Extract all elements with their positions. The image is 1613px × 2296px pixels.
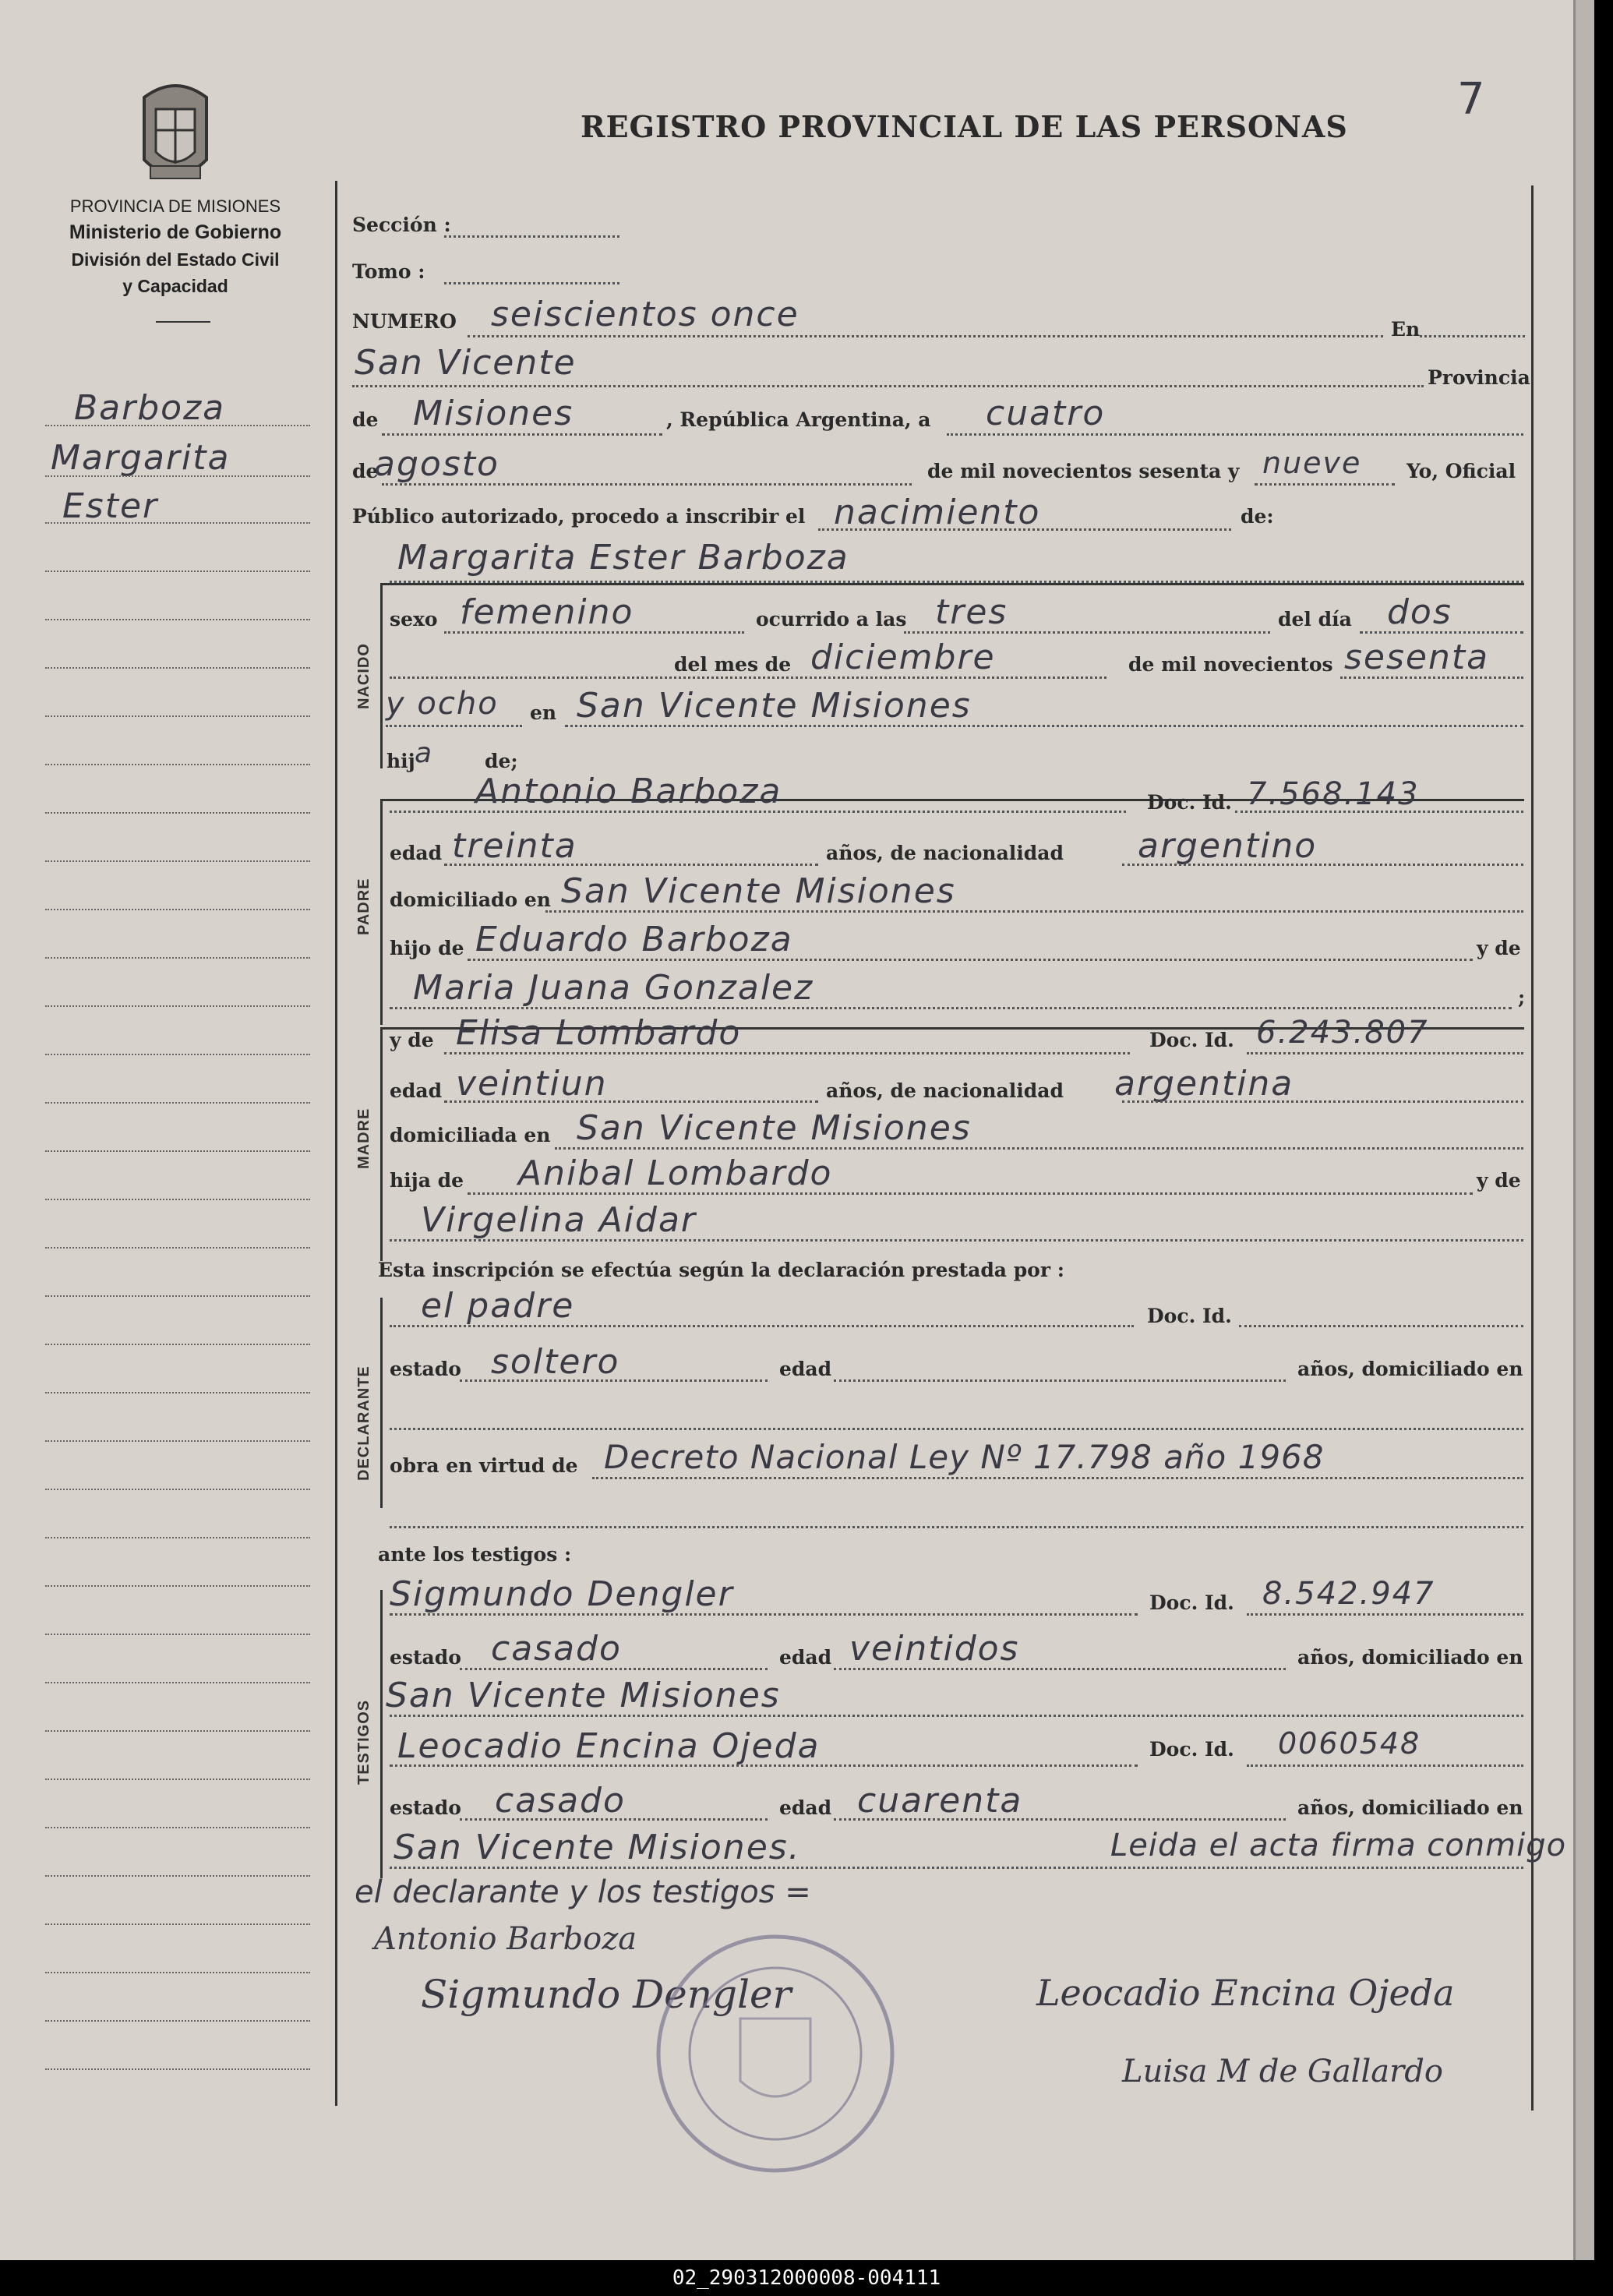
t2-doc-label: Doc. Id. bbox=[1149, 1738, 1234, 1761]
margin-line bbox=[45, 909, 310, 910]
margin-line bbox=[45, 957, 310, 959]
padre-nac-value: argentino bbox=[1138, 826, 1318, 866]
republica-label: , República Argentina, a bbox=[666, 408, 931, 431]
division-label: División del Estado Civil bbox=[71, 249, 280, 270]
mes-value: agosto bbox=[374, 444, 499, 484]
official-stamp bbox=[647, 1925, 904, 2182]
padre-padre-value: Eduardo Barboza bbox=[475, 920, 793, 959]
lugar-value: San Vicente bbox=[355, 343, 577, 383]
anio-nac-line bbox=[1340, 676, 1523, 679]
decl-anios-label: años, domiciliado en bbox=[1297, 1358, 1523, 1380]
madre-bracket bbox=[380, 1027, 383, 1261]
anio-value: nueve bbox=[1262, 446, 1362, 480]
margin-surname: Barboza bbox=[74, 388, 226, 428]
madre-padre-value: Anibal Lombardo bbox=[518, 1153, 833, 1193]
margin-line bbox=[45, 1827, 310, 1828]
margin-line bbox=[45, 1489, 310, 1490]
t1-edad-value: veintidos bbox=[849, 1629, 1020, 1669]
margin-line bbox=[45, 1537, 310, 1538]
hij-label: hij bbox=[386, 750, 415, 772]
dia-nac-line bbox=[1360, 631, 1523, 634]
t2-doc-value: 0060548 bbox=[1278, 1726, 1421, 1761]
margin-line bbox=[45, 667, 310, 669]
margin-divider bbox=[335, 181, 337, 2106]
t1-dom-line bbox=[390, 1715, 1523, 1717]
margin-line bbox=[45, 1923, 310, 1925]
declarante-line bbox=[390, 1325, 1134, 1327]
t1-doc-label: Doc. Id. bbox=[1149, 1591, 1234, 1614]
page-edge bbox=[1573, 0, 1594, 2260]
margin-line bbox=[45, 2020, 310, 2022]
padre-madre-line bbox=[390, 1007, 1512, 1009]
margin-line bbox=[45, 764, 310, 765]
hijo-de-label: hijo de bbox=[390, 937, 464, 959]
y-de-label: y de bbox=[1477, 1169, 1521, 1192]
decl-edad-label: edad bbox=[779, 1358, 832, 1380]
margin-line bbox=[45, 1779, 310, 1780]
madre-dom-line bbox=[555, 1147, 1523, 1150]
tomo-line bbox=[444, 282, 619, 284]
seccion-label: Sección : bbox=[352, 214, 451, 236]
margin-line bbox=[45, 619, 310, 620]
coat-of-arms-logo bbox=[129, 74, 222, 191]
t1-estado-value: casado bbox=[491, 1629, 622, 1669]
margin-line bbox=[45, 715, 310, 717]
madre-edad-line bbox=[444, 1100, 818, 1103]
t2-edad-line bbox=[834, 1818, 1286, 1821]
t1-estado-line bbox=[460, 1668, 768, 1670]
margin-line bbox=[45, 860, 310, 862]
t1-edad-label: edad bbox=[779, 1646, 832, 1669]
padre-bracket bbox=[380, 799, 383, 1025]
obra-label: obra en virtud de bbox=[390, 1454, 578, 1477]
hija-de-label: hija de bbox=[390, 1169, 464, 1192]
y-de-label: y de bbox=[1477, 937, 1521, 959]
section-line bbox=[380, 583, 1524, 585]
padre-padre-line bbox=[468, 959, 1473, 961]
numero-label: NUMERO bbox=[352, 310, 457, 333]
madre-nac-value: argentina bbox=[1114, 1064, 1294, 1104]
hora-line bbox=[904, 631, 1270, 634]
padre-nac-line bbox=[1122, 864, 1523, 866]
numero-line bbox=[468, 335, 1383, 337]
margin-line bbox=[45, 812, 310, 814]
sexo-label: sexo bbox=[390, 608, 438, 631]
margin-line bbox=[45, 1199, 310, 1200]
t1-anios-label: años, domiciliado en bbox=[1297, 1646, 1523, 1669]
decl-edad-line bbox=[834, 1379, 1286, 1382]
madre-nombre-value: Elisa Lombardo bbox=[456, 1013, 742, 1053]
provincia-line bbox=[382, 433, 662, 436]
decl-dom-line bbox=[390, 1428, 1523, 1430]
testigos-label: TESTIGOS bbox=[355, 1699, 372, 1785]
decl-estado-line bbox=[460, 1379, 768, 1382]
t1-estado-label: estado bbox=[390, 1646, 461, 1669]
margin-line bbox=[45, 1150, 310, 1152]
madre-madre-line bbox=[390, 1239, 1523, 1242]
padre-edad-label: edad bbox=[390, 842, 443, 864]
hij-suffix-value: a bbox=[415, 737, 434, 769]
signature-testigo-2: Leocadio Encina Ojeda bbox=[1036, 1972, 1455, 2014]
seccion-line bbox=[444, 235, 619, 238]
margin-line bbox=[45, 1392, 310, 1393]
declarante-label: DECLARANTE bbox=[355, 1365, 372, 1481]
cierre-2-value: el declarante y los testigos = bbox=[355, 1874, 811, 1910]
madre-nombre-line bbox=[444, 1052, 1130, 1054]
anio-nac-value: sesenta bbox=[1344, 638, 1490, 677]
padre-doc-value: 7.568.143 bbox=[1247, 776, 1420, 812]
signature-padre: Antonio Barboza bbox=[374, 1921, 637, 1957]
page-number: 7 bbox=[1457, 74, 1487, 125]
declarante-doc-line bbox=[1239, 1325, 1523, 1327]
t1-nombre-line bbox=[390, 1613, 1138, 1616]
nombre-line bbox=[390, 581, 1523, 583]
declarante-bracket bbox=[380, 1298, 383, 1508]
padre-nombre-value: Antonio Barboza bbox=[475, 772, 782, 811]
madre-padre-line bbox=[468, 1192, 1473, 1195]
padre-dom-value: San Vicente Misiones bbox=[561, 871, 956, 911]
del-mes-label: del mes de bbox=[674, 653, 792, 676]
hora-value: tres bbox=[935, 592, 1008, 632]
margin-line bbox=[45, 1875, 310, 1877]
mes-line bbox=[382, 483, 912, 486]
margin-line bbox=[45, 1344, 310, 1345]
t2-nombre-line bbox=[390, 1764, 1138, 1767]
padre-edad-line bbox=[444, 864, 818, 866]
t2-doc-line bbox=[1247, 1764, 1523, 1767]
divider bbox=[156, 321, 210, 323]
margin-line bbox=[45, 1730, 310, 1732]
padre-edad-value: treinta bbox=[452, 826, 577, 866]
madre-doc-line bbox=[1247, 1052, 1523, 1054]
declarante-value: el padre bbox=[421, 1286, 575, 1326]
signature-testigo-1: Sigmundo Dengler bbox=[421, 1972, 792, 2017]
margin-name-2: Ester bbox=[62, 486, 159, 526]
obra-line-2 bbox=[390, 1526, 1523, 1528]
publico-label: Público autorizado, procedo a inscribir el bbox=[352, 505, 806, 528]
provincia-value: Misiones bbox=[413, 394, 574, 433]
decl-estado-label: estado bbox=[390, 1358, 461, 1380]
padre-doc-line bbox=[1235, 811, 1523, 813]
madre-label: MADRE bbox=[355, 1107, 372, 1169]
margin-name: Margarita bbox=[51, 438, 231, 478]
nacido-label: NACIDO bbox=[355, 643, 372, 709]
t2-dom-value: San Vicente Misiones. bbox=[394, 1828, 801, 1867]
t2-edad-value: cuarenta bbox=[857, 1781, 1023, 1821]
form-right-border bbox=[1531, 185, 1534, 2111]
margin-line bbox=[45, 1102, 310, 1104]
margin-line bbox=[45, 1054, 310, 1055]
madre-doc-label: Doc. Id. bbox=[1149, 1029, 1234, 1051]
division-label-2: y Capacidad bbox=[122, 276, 228, 296]
province-label: PROVINCIA DE MISIONES bbox=[69, 196, 281, 216]
margin-line bbox=[45, 1972, 310, 1973]
lugar-nac-value: San Vicente Misiones bbox=[577, 686, 972, 726]
margin-line bbox=[45, 2068, 310, 2070]
de2-label: de: bbox=[1241, 505, 1274, 528]
t2-estado-value: casado bbox=[495, 1781, 626, 1821]
t1-doc-line bbox=[1247, 1613, 1523, 1616]
y-de-label: y de bbox=[390, 1029, 434, 1051]
signature-oficial: Luisa M de Gallardo bbox=[1122, 2054, 1443, 2089]
padre-madre-value: Maria Juana Gonzalez bbox=[413, 968, 814, 1008]
madre-dom-label: domiciliada en bbox=[390, 1124, 551, 1146]
padre-dom-label: domiciliado en bbox=[390, 888, 551, 911]
sexo-value: femenino bbox=[460, 592, 634, 632]
anio-nac2-line bbox=[386, 725, 522, 727]
yo-oficial-label: Yo, Oficial bbox=[1407, 460, 1516, 482]
t1-nombre-value: Sigmundo Dengler bbox=[390, 1574, 734, 1614]
testigos-bracket bbox=[380, 1590, 383, 1878]
madre-edad-value: veintiun bbox=[456, 1064, 608, 1104]
mes-nac-value: diciembre bbox=[810, 638, 996, 677]
t2-estado-label: estado bbox=[390, 1796, 461, 1819]
margin-line bbox=[45, 1585, 310, 1587]
margin-line bbox=[45, 522, 310, 524]
mes-nac-line bbox=[390, 676, 1107, 679]
padre-nombre-line bbox=[390, 811, 1126, 813]
de-label: de bbox=[352, 408, 379, 431]
madre-nac-label: años, de nacionalidad bbox=[826, 1079, 1064, 1102]
margin-line bbox=[45, 475, 310, 477]
ocurrido-label: ocurrido a las bbox=[756, 608, 907, 631]
t2-nombre-value: Leocadio Encina Ojeda bbox=[397, 1726, 821, 1766]
padre-doc-label: Doc. Id. bbox=[1147, 791, 1232, 814]
t2-anios-label: años, domiciliado en bbox=[1297, 1796, 1523, 1819]
t2-dom-line bbox=[390, 1867, 1523, 1869]
tomo-label: Tomo : bbox=[352, 260, 425, 283]
mil-sesenta-label: de mil novecientos sesenta y bbox=[927, 460, 1240, 482]
madre-edad-label: edad bbox=[390, 1079, 443, 1102]
padre-dom-line bbox=[545, 910, 1523, 913]
margin-line bbox=[45, 1295, 310, 1297]
en-label: En bbox=[1391, 318, 1421, 341]
ante-testigos-label: ante los testigos : bbox=[378, 1543, 572, 1566]
nombre-value: Margarita Ester Barboza bbox=[397, 538, 849, 578]
declaracion-label: Esta inscripción se efectúa según la declaración prestada por : bbox=[378, 1259, 1064, 1281]
dia-texto-value: cuatro bbox=[986, 394, 1106, 433]
margin-line bbox=[45, 570, 310, 572]
document-title: REGISTRO PROVINCIAL DE LAS PERSONAS bbox=[581, 109, 1348, 144]
dia-nac-value: dos bbox=[1387, 592, 1452, 632]
declarante-doc-label: Doc. Id. bbox=[1147, 1305, 1232, 1327]
t1-doc-value: 8.542.947 bbox=[1262, 1576, 1435, 1612]
padre-label: PADRE bbox=[355, 878, 372, 935]
numero-value: seiscientos once bbox=[491, 295, 799, 334]
margin-line bbox=[45, 1247, 310, 1249]
lugar-line bbox=[352, 385, 1424, 387]
de-label: de bbox=[352, 460, 379, 482]
obra-line bbox=[592, 1477, 1523, 1479]
obra-value: Decreto Nacional Ley Nº 17.798 año 1968 bbox=[604, 1438, 1325, 1476]
mil-novecientos-label: de mil novecientos bbox=[1128, 653, 1333, 676]
de3-label: de; bbox=[485, 750, 518, 772]
image-id-footer: 02_290312000008-004111 bbox=[0, 2260, 1613, 2296]
nacido-bracket bbox=[380, 583, 383, 768]
t2-estado-line bbox=[460, 1818, 768, 1821]
lugar-nac-line bbox=[565, 725, 1523, 727]
ministry-label: Ministerio de Gobierno bbox=[69, 221, 282, 243]
t1-edad-line bbox=[834, 1668, 1286, 1670]
t2-edad-label: edad bbox=[779, 1796, 832, 1819]
margin-line bbox=[45, 1005, 310, 1007]
madre-nac-line bbox=[1122, 1100, 1523, 1103]
decl-estado-value: soltero bbox=[491, 1342, 620, 1382]
padre-nac-label: años, de nacionalidad bbox=[826, 842, 1064, 864]
semicolon: ; bbox=[1518, 986, 1526, 1008]
del-dia-label: del día bbox=[1278, 608, 1352, 631]
sexo-line bbox=[444, 631, 744, 634]
margin-line bbox=[45, 1634, 310, 1635]
margin-line bbox=[45, 425, 310, 426]
t1-dom-value: San Vicente Misiones bbox=[386, 1676, 781, 1715]
dia-line bbox=[947, 433, 1523, 436]
madre-doc-value: 6.243.807 bbox=[1256, 1015, 1429, 1051]
acto-line bbox=[818, 528, 1231, 531]
anio-line bbox=[1255, 483, 1395, 486]
en-line bbox=[1420, 335, 1525, 337]
margin-line bbox=[45, 1440, 310, 1442]
provincia-label: Provincia bbox=[1428, 366, 1530, 389]
madre-madre-value: Virgelina Aidar bbox=[421, 1200, 697, 1240]
cierre-1-value: Leida el acta firma conmigo bbox=[1110, 1828, 1567, 1863]
en2-label: en bbox=[530, 701, 557, 724]
acto-value: nacimiento bbox=[834, 493, 1041, 532]
anio-nac2-value: y ocho bbox=[386, 686, 499, 722]
margin-line bbox=[45, 1682, 310, 1683]
madre-dom-value: San Vicente Misiones bbox=[577, 1108, 972, 1148]
